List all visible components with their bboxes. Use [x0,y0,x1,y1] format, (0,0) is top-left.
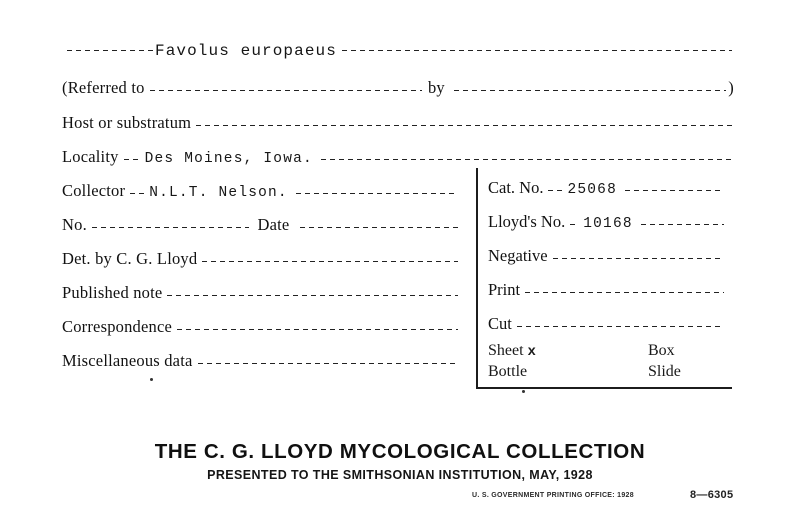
field-label: Host or substratum [62,113,192,132]
box-label: Cat. No. [488,178,544,197]
dots-leader [177,329,458,330]
field-locality [62,147,734,167]
dots-leader [525,292,724,293]
storage-label-box: Box [648,342,675,359]
footer-presentation-note: PRESENTED TO THE SMITHSONIAN INSTITUTION, MAY, 1928 [207,468,593,482]
dots-leader [196,125,732,126]
box-value-lloyds-no: 10168 [583,216,633,232]
dots-leader [321,159,732,160]
scan-speck [522,390,525,393]
storage-label-bottle: Bottle [488,363,528,380]
title-row [62,40,734,58]
storage-sheet-mark: x [527,344,536,360]
field-determined-by [62,249,460,269]
field-correspondence [62,317,460,337]
dots-leader [548,190,562,191]
field-label-by: by [427,78,445,97]
field-label: Published note [62,283,163,302]
field-published-note [62,283,460,303]
field-label: Correspondence [62,317,173,336]
dots-leader [553,258,724,259]
field-label: Collector [62,181,126,200]
field-label-date: Date [257,215,290,234]
dots-leader [167,295,458,296]
dots-leader [67,50,153,51]
dots-leader [130,193,144,194]
storage-label-sheet: Sheet [488,342,524,359]
box-label: Print [488,280,521,299]
scan-speck [150,378,153,381]
storage-row-bottle-slide [488,362,728,381]
storage-row-sheet-box [488,341,728,362]
dots-leader [150,90,422,91]
box-label: Lloyd's No. [488,212,566,231]
field-number-date [62,215,460,235]
field-label-close-paren: ) [728,78,734,97]
box-row-negative [488,246,726,266]
dots-leader [296,193,458,194]
dots-leader [342,50,732,51]
catalog-box [476,168,732,389]
box-row-cut [488,314,726,334]
dots-leader [517,326,724,327]
field-value-collector: N.L.T. Nelson. [149,185,288,201]
field-host-or-substratum [62,113,734,133]
footer-form-number: 8—6305 [690,489,734,501]
field-label: (Referred to [62,78,145,97]
footer-gov-printing-office: U. S. GOVERNMENT PRINTING OFFICE: 1928 [472,492,634,499]
dots-leader [92,227,250,228]
field-label: Det. by C. G. Lloyd [62,249,198,268]
field-miscellaneous-data [62,351,460,371]
box-row-lloyds-no [488,212,726,232]
dots-leader [454,90,726,91]
dots-leader [641,224,724,225]
field-referred-to [62,78,734,98]
dots-leader [625,190,724,191]
field-collector [62,181,460,201]
storage-sheet-cell [488,341,648,362]
dots-leader [300,227,458,228]
dots-leader [124,159,140,160]
box-label: Negative [488,246,548,265]
dots-leader [570,224,578,225]
field-value-locality: Des Moines, Iowa. [144,151,313,167]
field-label: No. [62,215,87,234]
dots-leader [202,261,458,262]
field-label: Locality [62,147,119,166]
storage-label-slide: Slide [648,363,681,380]
footer-collection-title: THE C. G. LLOYD MYCOLOGICAL COLLECTION [154,440,646,463]
box-row-cat-no [488,178,726,198]
storage-grid [488,341,728,381]
box-row-print [488,280,726,300]
box-label: Cut [488,314,512,333]
dots-leader [198,363,458,364]
species-name: Favolus europaeus [155,42,337,60]
field-label: Miscellaneous data [62,351,193,370]
box-value-cat-no: 25068 [567,182,617,198]
